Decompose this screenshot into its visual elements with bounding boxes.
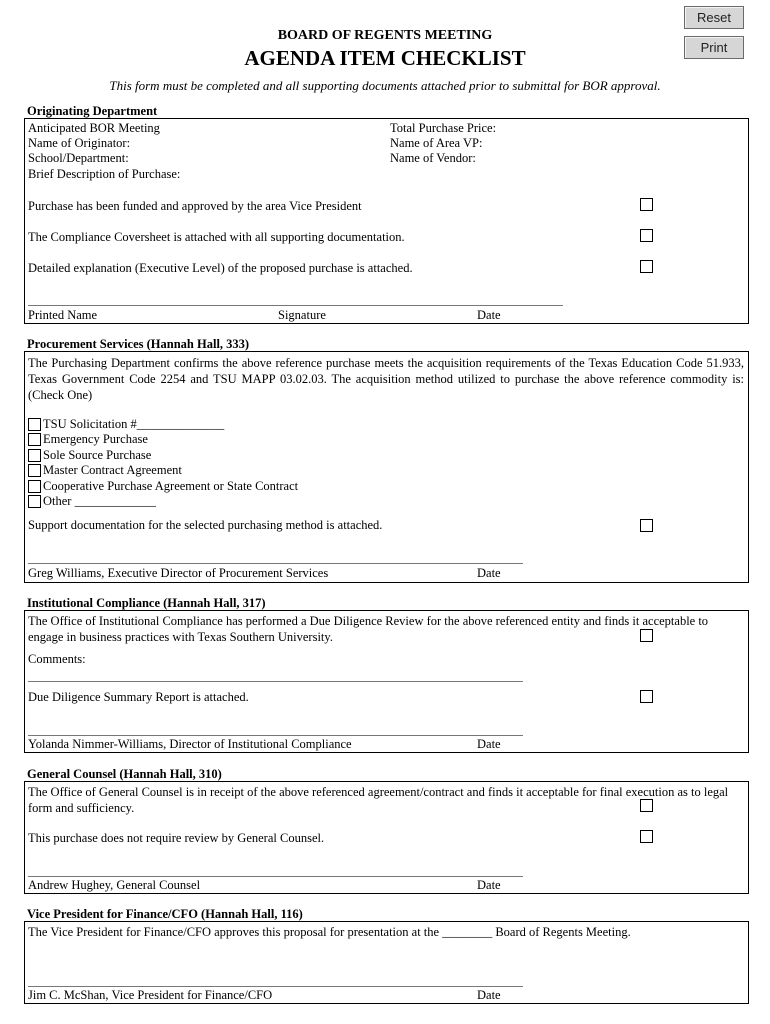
originator-signature-line[interactable]: [28, 305, 563, 306]
counsel-statement: The Office of General Counsel is in receipt of the above referenced agreement/contract and finds it acceptable for final execution as to legal form and sufficiency.: [28, 785, 729, 815]
compliance-statement: The Office of Institutional Compliance has performed a Due Diligence Review for the above referenced entity and finds it acceptable to engage in business practices with Texas Southern University.: [28, 614, 709, 644]
coversheet-label: The Compliance Coversheet is attached with all supporting documentation.: [28, 230, 405, 244]
print-button[interactable]: Print: [684, 36, 744, 59]
procurement-signature-line[interactable]: [28, 563, 523, 564]
tsu-solicitation-checkbox[interactable]: [28, 418, 41, 431]
due-diligence-review-checkbox[interactable]: [640, 629, 653, 642]
anticipated-meeting-field[interactable]: Anticipated BOR Meeting: [28, 121, 160, 135]
support-documentation-label: Support documentation for the selected purchasing method is attached.: [28, 518, 383, 532]
cfo-signature-line[interactable]: [28, 986, 523, 987]
explanation-checkbox[interactable]: [640, 260, 653, 273]
counsel-date-label: Date: [477, 878, 501, 892]
compliance-signature-line[interactable]: [28, 735, 523, 736]
form-subtitle: BOARD OF REGENTS MEETING: [277, 28, 493, 43]
school-department-field[interactable]: School/Department:: [28, 151, 129, 165]
cfo-date-label: Date: [477, 988, 501, 1002]
compliance-signer: Yolanda Nimmer-Williams, Director of Institutional Compliance: [28, 737, 352, 751]
counsel-signature-line[interactable]: [28, 876, 523, 877]
cfo-signer: Jim C. McShan, Vice President for Finance/CFO: [28, 988, 273, 1002]
originator-field[interactable]: Name of Originator:: [28, 136, 131, 150]
funded-approved-label: Purchase has been funded and approved by the area Vice President: [28, 199, 362, 213]
summary-report-checkbox[interactable]: [640, 690, 653, 703]
counsel-section: [24, 781, 749, 894]
compliance-date-label: Date: [477, 737, 501, 751]
procurement-signer: Greg Williams, Executive Director of Procurement Services: [28, 566, 329, 580]
sole-source-checkbox[interactable]: [28, 449, 41, 462]
counsel-acceptance-checkbox[interactable]: [640, 799, 653, 812]
form-title: AGENDA ITEM CHECKLIST: [244, 46, 526, 70]
cfo-statement: The Vice President for Finance/CFO approves this proposal for presentation at the ________ Board of Regents Meeting.: [28, 925, 631, 939]
total-price-field[interactable]: Total Purchase Price:: [390, 121, 497, 135]
coversheet-checkbox[interactable]: [640, 229, 653, 242]
counsel-signer: Andrew Hughey, General Counsel: [28, 878, 201, 892]
reset-button[interactable]: Reset: [684, 6, 744, 29]
printed-name-label: Printed Name: [28, 308, 98, 322]
procurement-date-label: Date: [477, 566, 501, 580]
explanation-label: Detailed explanation (Executive Level) of the proposed purchase is attached.: [28, 261, 413, 275]
other-checkbox[interactable]: [28, 495, 41, 508]
date-label: Date: [477, 308, 501, 322]
cfo-section: [24, 921, 749, 1004]
area-vp-field[interactable]: Name of Area VP:: [390, 136, 483, 150]
comments-line[interactable]: [28, 681, 523, 682]
vendor-field[interactable]: Name of Vendor:: [390, 151, 476, 165]
sole-source-label: Sole Source Purchase: [43, 448, 152, 462]
comments-label: Comments:: [28, 652, 86, 666]
support-documentation-checkbox[interactable]: [640, 519, 653, 532]
originating-heading: Originating Department: [27, 104, 158, 118]
description-field[interactable]: Brief Description of Purchase:: [28, 167, 181, 181]
procurement-section: [24, 351, 749, 583]
master-contract-checkbox[interactable]: [28, 464, 41, 477]
procurement-statement: The Purchasing Department confirms the above reference purchase meets the acquisition requirements of the Texas Education Code 51.933, Texas Government Code 2254 and TSU MAPP 03.02.03. The acquisition method utilized to purchase the above reference commodity is: (Check One): [28, 356, 744, 402]
no-review-checkbox[interactable]: [640, 830, 653, 843]
signature-label: Signature: [278, 308, 326, 322]
summary-report-label: Due Diligence Summary Report is attached.: [28, 690, 249, 704]
tsu-solicitation-label: TSU Solicitation #______________: [43, 417, 225, 431]
counsel-heading: General Counsel (Hannah Hall, 310): [27, 767, 222, 781]
other-label: Other _____________: [43, 494, 156, 508]
form-instruction: This form must be completed and all supporting documents attached prior to submittal for BOR approval.: [109, 78, 661, 93]
emergency-purchase-label: Emergency Purchase: [43, 432, 148, 446]
compliance-section: [24, 610, 749, 753]
cooperative-purchase-label: Cooperative Purchase Agreement or State Contract: [43, 479, 299, 493]
compliance-heading: Institutional Compliance (Hannah Hall, 317): [27, 596, 266, 610]
cooperative-purchase-checkbox[interactable]: [28, 480, 41, 493]
procurement-heading: Procurement Services (Hannah Hall, 333): [27, 337, 250, 351]
funded-approved-checkbox[interactable]: [640, 198, 653, 211]
master-contract-label: Master Contract Agreement: [43, 463, 182, 477]
cfo-heading: Vice President for Finance/CFO (Hannah Hall, 116): [27, 907, 303, 921]
emergency-purchase-checkbox[interactable]: [28, 433, 41, 446]
originating-section: [24, 118, 749, 324]
no-review-label: This purchase does not require review by General Counsel.: [28, 831, 325, 845]
